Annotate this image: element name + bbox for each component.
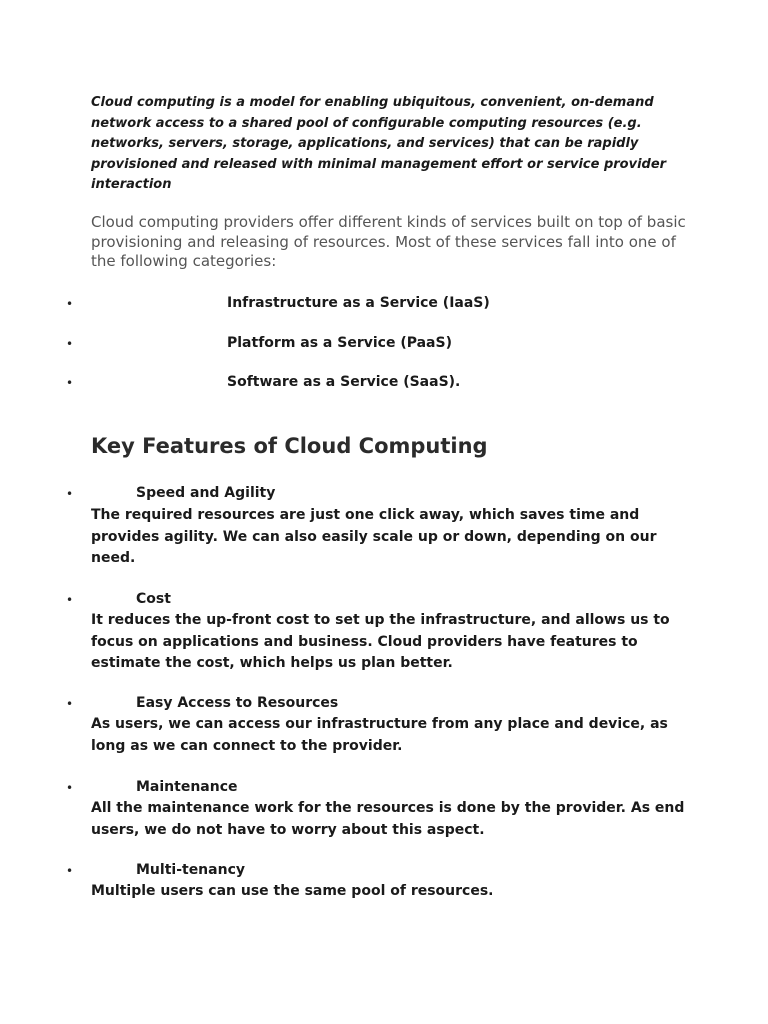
bullet-icon: • [66,781,74,795]
definition-paragraph: Cloud computing is a model for enabling ubiquitous, convenient, on-demand network access to a shared pool of configurable computing resources (e.g. networks, servers, storage, applications, and services) that can be rapidly provisioned and released with minimal management effort or service provider interaction [91,95,667,192]
bullet-icon: • [66,487,74,501]
bullet-icon: • [66,376,74,390]
feature-body-maintenance: All the maintenance work for the resources is done by the provider. As end users, we do not have to worry about this aspect. [91,800,685,838]
service-item-saas: Software as a Service (SaaS). [227,374,461,390]
bullet-icon: • [66,697,74,711]
feature-title-multi-tenancy: Multi-tenancy [136,862,245,878]
feature-title-speed-agility: Speed and Agility [136,485,276,501]
feature-body-easy-access: As users, we can access our infrastructure from any place and device, as long as we can connect to the provider. [91,716,668,754]
feature-title-cost: Cost [136,591,171,607]
feature-body-speed-agility: The required resources are just one click away, which saves time and provides agility. We can also easily scale up or down, depending on our need. [91,507,657,566]
bullet-icon: • [66,337,74,351]
bullet-icon: • [66,297,74,311]
bullet-icon: • [66,864,74,878]
feature-title-easy-access: Easy Access to Resources [136,695,339,711]
feature-body-multi-tenancy: Multiple users can use the same pool of resources. [91,883,494,899]
section-heading: Key Features of Cloud Computing [91,434,488,458]
feature-body-cost: It reduces the up-front cost to set up the infrastructure, and allows us to focus on applications and business. Cloud providers have features to estimate the cost, which helps us plan better. [91,612,670,671]
service-item-iaas: Infrastructure as a Service (IaaS) [227,295,490,311]
bullet-icon: • [66,593,74,607]
intro-paragraph: Cloud computing providers offer different kinds of services built on top of basic provisioning and releasing of resources. Most of these services fall into one of the following categories: [91,213,686,270]
feature-title-maintenance: Maintenance [136,779,238,795]
service-item-paas: Platform as a Service (PaaS) [227,335,452,351]
